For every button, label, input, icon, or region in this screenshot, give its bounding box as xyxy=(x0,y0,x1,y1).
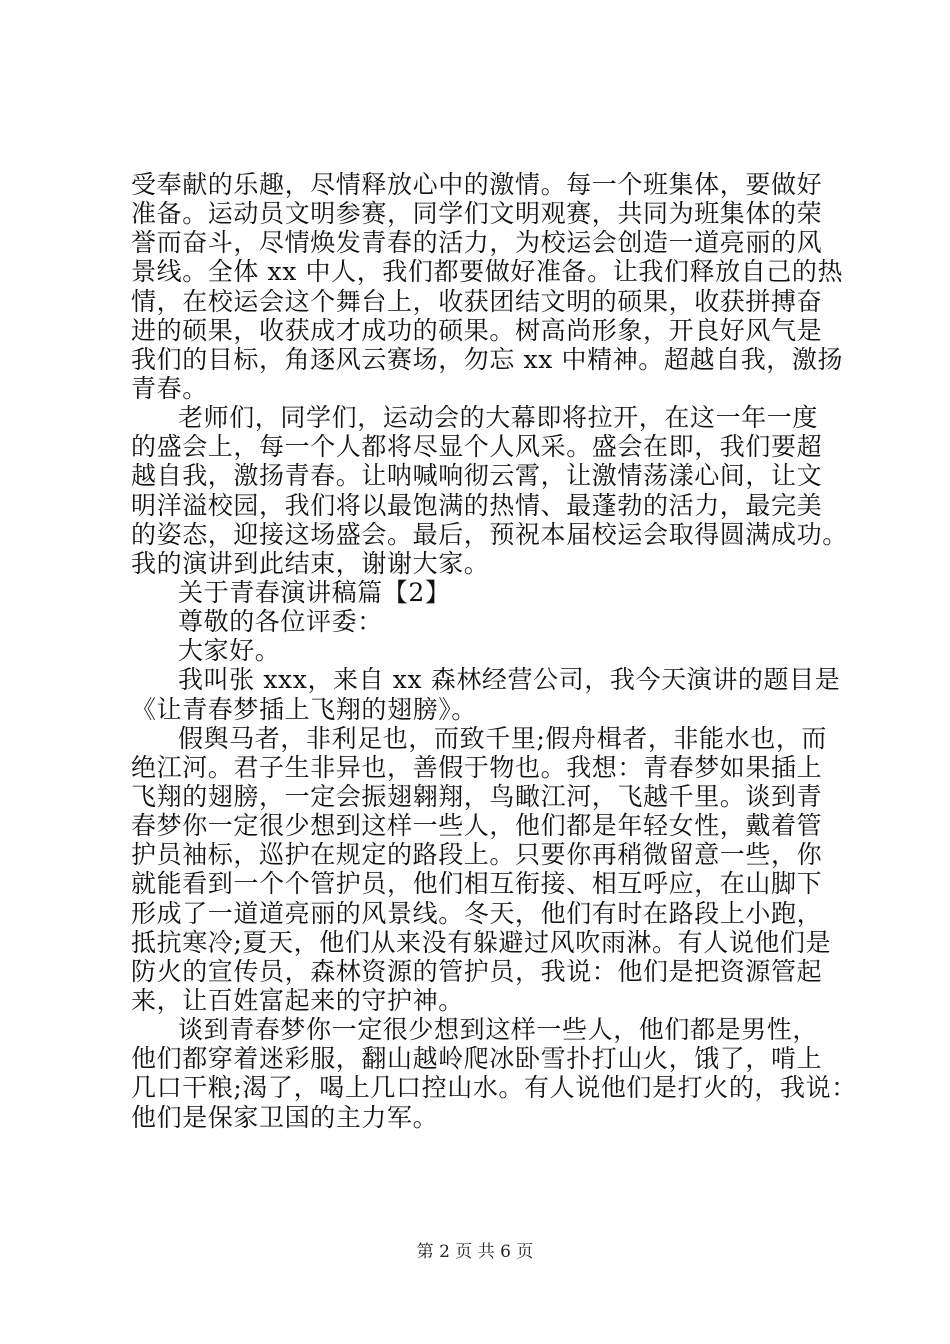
text-line: 几口干粮;渴了，喝上几口控山水。有人说他们是打火的，我说： xyxy=(131,1073,857,1103)
text-line: 明洋溢校园，我们将以最饱满的热情、最蓬勃的活力，最完美 xyxy=(131,490,823,520)
text-line: 抵抗寒冷;夏天，他们从来没有躲避过风吹雨淋。有人说他们是 xyxy=(131,927,832,957)
text-line: 的姿态，迎接这场盛会。最后，预祝本届校运会取得圆满成功。 xyxy=(131,519,848,549)
page-number-footer: 第 2 页 共 6 页 xyxy=(416,1242,534,1262)
paragraph-start-line: 老师们，同学们，运动会的大幕即将拉开，在这一年一度 xyxy=(178,403,819,433)
text-line: 来，让百姓富起来的守护神。 xyxy=(131,985,464,1015)
document-body xyxy=(131,170,857,1132)
text-line: 形成了一道道亮丽的风景线。冬天，他们有时在路段上小跑， xyxy=(131,898,823,928)
speech-title-line: 《让青春梦插上飞翔的翅膀》。 xyxy=(131,694,477,724)
text-line: 护员袖标，巡护在规定的路段上。只要你再稍微留意一些，你 xyxy=(131,840,823,870)
text-line: 飞翔的翅膀，一定会振翅翱翔，鸟瞰江河，飞越千里。谈到青 xyxy=(131,781,823,811)
text-line: 他们是保家卫国的主力军。 xyxy=(131,1102,439,1132)
text-line: 防火的宣传员，森林资源的管护员，我说：他们是把资源管起 xyxy=(131,956,823,986)
text-line: 我们的目标，角逐风云赛场，勿忘 xx 中精神。超越自我，激扬 xyxy=(131,344,844,374)
salutation-line: 尊敬的各位评委： xyxy=(178,607,383,637)
greeting-line: 大家好。 xyxy=(178,636,281,666)
text-line: 我的演讲到此结束，谢谢大家。 xyxy=(131,548,490,578)
paragraph-start-line: 假舆马者，非利足也，而致千里;假舟楫者，非能水也，而 xyxy=(178,723,828,753)
text-line: 进的硕果，收获成才成功的硕果。树高尚形象，开良好风气是 xyxy=(131,315,823,345)
text-line: 他们都穿着迷彩服，翻山越岭爬冰卧雪扑打山火，饿了，啃上 xyxy=(131,1044,823,1074)
text-line: 春梦你一定很少想到这样一些人，他们都是年轻女性，戴着管 xyxy=(131,811,823,841)
text-line: 誉而奋斗，尽情焕发青春的活力，为校运会创造一道亮丽的风 xyxy=(131,228,823,258)
text-line: 景线。全体 xx 中人，我们都要做好准备。让我们释放自己的热 xyxy=(131,257,844,287)
text-line: 情，在校运会这个舞台上，收获团结文明的硕果，收获拼搏奋 xyxy=(131,286,823,316)
text-line: 就能看到一个个管护员，他们相互衔接、相互呼应，在山脚下 xyxy=(131,869,823,899)
text-line: 越自我，激扬青春。让呐喊响彻云霄，让激情荡漾心间，让文 xyxy=(131,461,823,491)
text-line: 受奉献的乐趣，尽情释放心中的激情。每一个班集体，要做好 xyxy=(131,170,823,199)
text-line: 青春。 xyxy=(131,373,208,403)
paragraph-start-line: 谈到青春梦你一定很少想到这样一些人，他们都是男性， xyxy=(178,1015,819,1045)
text-line: 绝江河。君子生非异也，善假于物也。我想：青春梦如果插上 xyxy=(131,752,823,782)
paragraph-start-line: 我叫张 xxx，来自 xx 森林经营公司，我今天演讲的题目是 xyxy=(178,665,841,695)
text-line: 准备。运动员文明参赛，同学们文明观赛，共同为班集体的荣 xyxy=(131,199,823,229)
section-heading: 关于青春演讲稿篇【2】 xyxy=(178,577,451,607)
text-line: 的盛会上，每一个人都将尽显个人风采。盛会在即，我们要超 xyxy=(131,432,823,462)
